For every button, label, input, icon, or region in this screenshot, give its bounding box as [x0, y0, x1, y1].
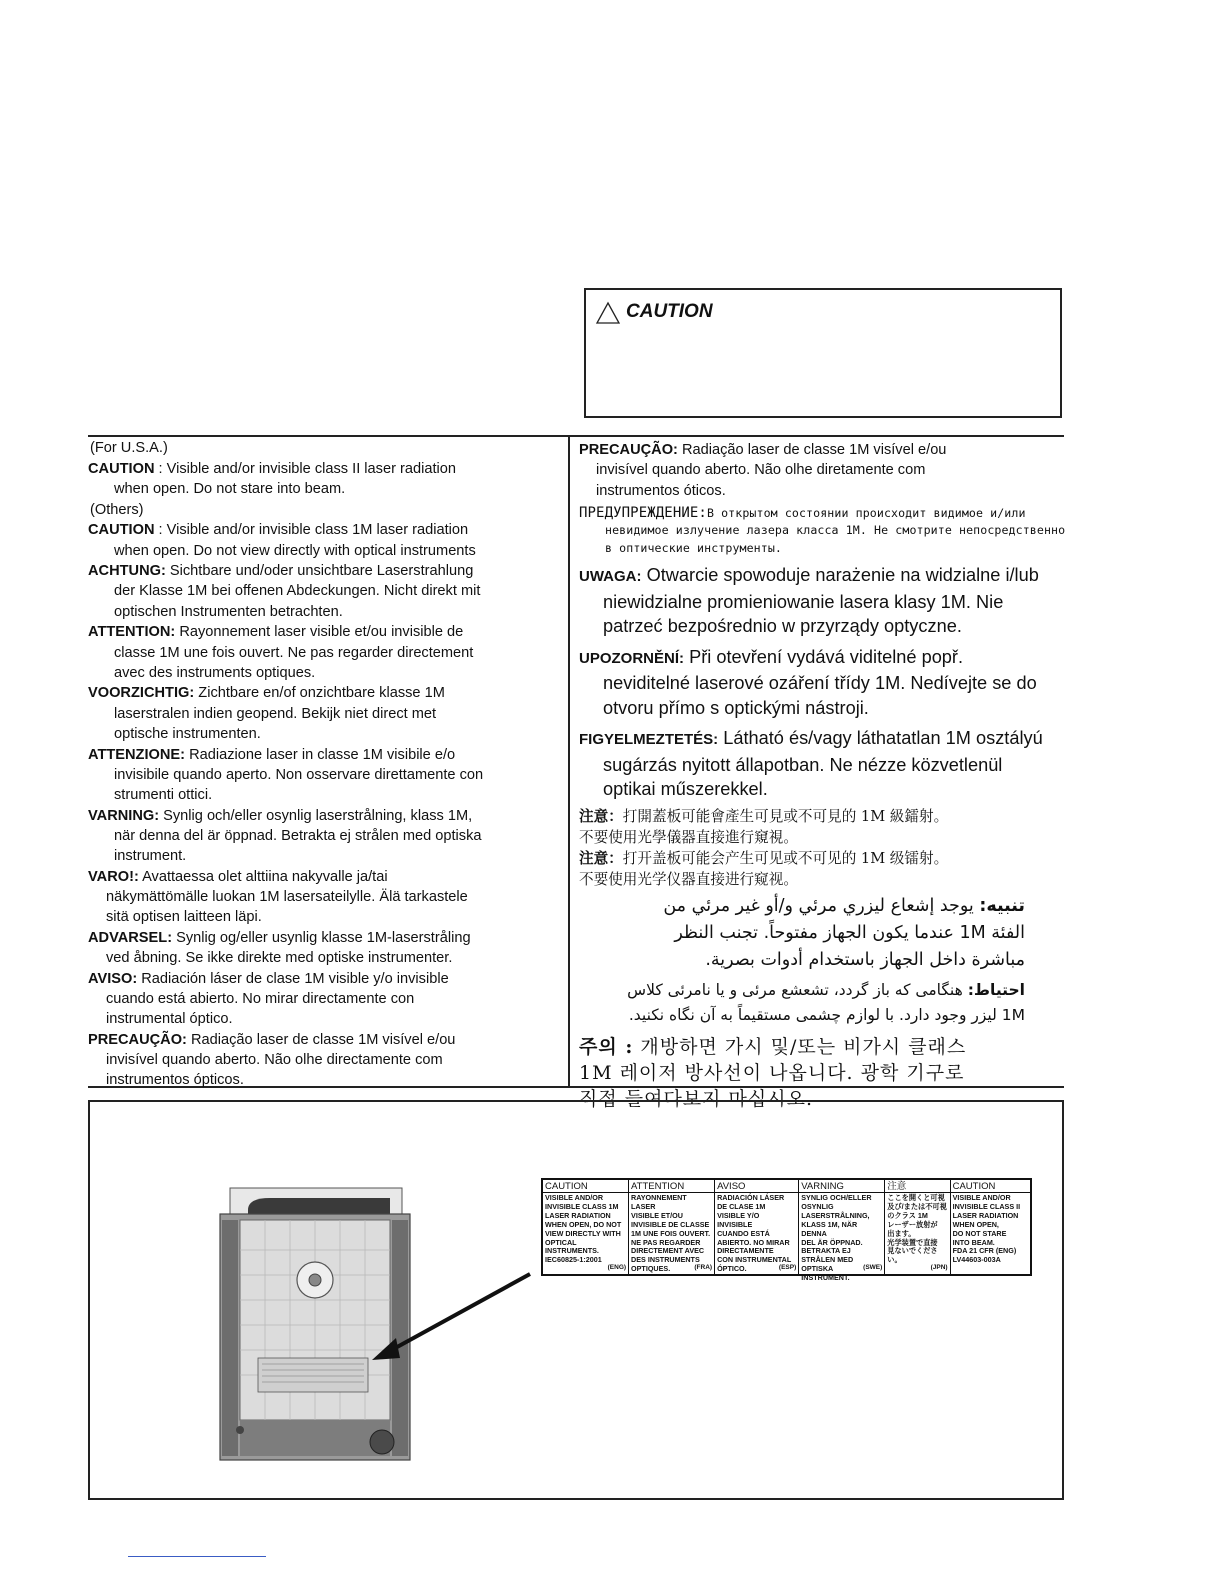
- label-cell-title: CAUTION: [951, 1181, 1030, 1193]
- warning-fa: احتياط: هنگامی که باز گردد، تشعشع مرئی و یا نامرئی کلاس 1M لیزر وجود دارد. با لوازم چشمی مستقیماً به آن نگاه نکنید.: [627, 980, 1025, 1024]
- left-warning-5: [88, 622, 556, 683]
- warning-heading: CAUTION: [88, 522, 155, 539]
- warning-line: Visible and/or invisible class 1M laser radiation: [166, 522, 469, 539]
- warning-heading: VARO!:: [88, 868, 139, 885]
- caution-box: [584, 288, 1062, 418]
- left-warning-7: [88, 745, 556, 806]
- warning-line: Zichtbare en/of onzichtbare klasse 1M: [198, 685, 445, 702]
- warning-line: instrumentos ópticos.: [106, 1072, 244, 1089]
- label-cell-body: SYNLIG OCH/ELLER OSYNLIG LASERSTRÅLNING, KLASS 1M, NÄR DENNA DEL ÄR ÖPPNAD. BETRAKTA EJ STRÅLEN MED OPTISKA INSTRUMENT.: [801, 1193, 872, 1283]
- label-cell-1: [629, 1180, 715, 1274]
- right-warning-column: [579, 440, 1067, 1112]
- left-warning-8: [88, 806, 556, 867]
- warning-line: Radiazione laser in classe 1M visibile e/o: [189, 746, 456, 763]
- region-label: (For U.S.A.): [90, 440, 168, 456]
- warning-line: invisibile quando aperto. Non osservare direttamente con: [114, 766, 484, 783]
- warning-line: instrument.: [114, 848, 187, 865]
- label-cell-title: VARNING: [799, 1181, 884, 1193]
- warning-line: Rayonnement laser visible et/ou invisible de: [179, 624, 464, 641]
- left-warning-column: [88, 438, 556, 1091]
- warning-heading: VOORZICHTIG:: [88, 685, 195, 702]
- label-cell-title: AVISO: [715, 1181, 798, 1193]
- footer-link-underline: [128, 1556, 266, 1557]
- warning-line: Synlig och/eller osynlig laserstrålning, klass 1M,: [163, 807, 473, 824]
- label-cell-language-code: (ENG): [607, 1264, 627, 1272]
- warning-line: classe 1M une fois ouvert. Ne pas regarder directement: [114, 644, 474, 661]
- warning-line: when open. Do not view directly with optical instruments: [114, 542, 476, 559]
- label-cell-language-code: (ESP): [778, 1264, 797, 1272]
- warning-heading: ATTENTION:: [88, 624, 176, 641]
- warning-line: laserstralen indien geopend. Bekijk niet direct met: [114, 705, 437, 722]
- warning-heading: AVISO:: [88, 970, 138, 987]
- warning-pl: UWAGA: Otwarcie spowoduje narażenie na widzialne i/lub niewidzialne promieniowanie lasera klasy 1M. Nie patrzeć bezpośrednio w przyrządy optyczne.: [579, 565, 1039, 637]
- warning-heading: ACHTUNG:: [88, 563, 166, 580]
- warning-line: optische instrumenten.: [114, 725, 261, 742]
- laser-warning-label: [541, 1178, 1032, 1283]
- warning-line: invisível quando aberto. Não olhe directamente com: [106, 1052, 443, 1069]
- column-divider: [568, 435, 570, 1088]
- warning-line: näkymättömälle luokan 1M lasersateilylle. Älä tarkastele: [106, 888, 468, 905]
- region-label: (Others): [90, 501, 144, 518]
- left-warning-2: [88, 500, 556, 520]
- warning-ru: ПРЕДУПРЕЖДЕНИЕ:В открытом состоянии происходит видимое и/или невидимое излучение лазера класса 1М. Не смотрите непосредственно в оптические инструменты.: [579, 504, 1066, 555]
- warning-line: sitä optisen laitteen läpi.: [106, 909, 262, 926]
- warning-triangle-icon: [596, 301, 620, 325]
- warning-ko: 주의 : 개방하면 가시 및/또는 비가시 클래스 1M 레이저 방사선이 나옵니다. 광학 기구로 직접 들여다보지 마십시오.: [579, 1035, 967, 1110]
- label-cell-title: 注意: [885, 1181, 949, 1193]
- label-cell-0: [543, 1180, 629, 1274]
- warning-heading: VARNING:: [88, 807, 160, 824]
- left-warning-9: [88, 867, 556, 928]
- warning-heading: ATTENZIONE:: [88, 746, 186, 763]
- left-warning-10: [88, 928, 556, 968]
- warning-pt-br: PRECAUÇÃO: Radiação laser de classe 1M visível e/ou invisível quando aberto. Não olhe diretamente com instrumentos óticos.: [579, 442, 947, 499]
- label-cell-body: RADIACIÓN LÁSER DE CLASE 1M VISIBLE Y/O INVISIBLE CUANDO ESTÁ ABIERTO. NO MIRAR DIRECTAMENTE CON INSTRUMENTAL ÓPTICO.: [717, 1193, 792, 1274]
- left-warning-3: CAUTION : Visible and/or invisible class 1M laser radiation when open. Do not view directly with optical instruments: [88, 520, 556, 560]
- left-warning-6: [88, 683, 556, 744]
- warning-line: optischen Instrumenten betrachten.: [114, 603, 343, 620]
- warning-heading: ADVARSEL:: [88, 929, 173, 946]
- warning-line: Avattaessa olet alttiina nakyvalle ja/tai: [142, 868, 388, 885]
- warning-line: Visible and/or invisible class II laser radiation: [166, 460, 456, 477]
- warning-heading: CAUTION: [88, 460, 155, 477]
- label-cell-language-code: (FRA): [694, 1264, 713, 1272]
- warning-line: ved åbning. Se ikke direkte med optiske instrumenter.: [106, 950, 453, 967]
- label-cell-title: ATTENTION: [629, 1181, 714, 1193]
- label-cell-language-code: (SWE): [863, 1264, 883, 1272]
- warning-ar: تنبيه: يوجد إشعاع ليزري مرئي و/أو غير مرئي من الفئة 1M عندما يكون الجهاز مفتوحاً. تجنب النظر مباشرة داخل الجهاز باستخدام أدوات بصرية.: [663, 895, 1025, 970]
- warning-zh-cn: 注意：打开盖板可能会产生可见或不可见的 1M 级镭射。 不要使用光学仪器直接进行窥视。: [579, 849, 949, 888]
- warning-line: Radiação laser de classe 1M visível e/ou: [190, 1031, 456, 1048]
- warning-cs: UPOZORNĚNÍ: Při otevření vydává viditelné popř. neviditelné laserové ozáření třídy 1M. Nedívejte se do otvoru přímo s optickými nástroji.: [579, 646, 1037, 718]
- left-warning-4: [88, 561, 556, 622]
- label-cell-body: RAYONNEMENT LASER VISIBLE ET/OU INVISIBLE DE CLASSE 1M UNE FOIS OUVERT. NE PAS REGARDER DIRECTEMENT AVEC DES INSTRUMENTS OPTIQUES.: [631, 1193, 711, 1274]
- label-cell-2: [715, 1180, 799, 1274]
- label-cell-body: VISIBLE AND/OR INVISIBLE CLASS 1M LASER RADIATION WHEN OPEN, DO NOT VIEW DIRECTLY WITH OPTICAL INSTRUMENTS. IEC60825-1:2001: [545, 1193, 622, 1265]
- label-cell-body: VISIBLE AND/OR INVISIBLE CLASS II LASER RADIATION WHEN OPEN, DO NOT STARE INTO BEAM. FDA 21 CFR (ENG) LV44603-003A: [952, 1193, 1021, 1265]
- label-cell-4: [885, 1180, 950, 1274]
- label-cell-5: [951, 1180, 1030, 1274]
- caution-box-title: CAUTION: [626, 301, 713, 322]
- warning-hu: FIGYELMEZTETÉS: Látható és/vagy láthatatlan 1M osztályú sugárzás nyitott állapotban. Ne nézze közvetlenül optikai műszerekkel.: [579, 728, 1043, 800]
- warning-zh-tw: 注意：打開蓋板可能會產生可見或不可見的 1M 級鐳射。 不要使用光學儀器直接進行窺視。: [579, 807, 949, 846]
- warning-heading: PRECAUÇÃO:: [88, 1031, 187, 1048]
- left-warning-12: [88, 1030, 556, 1091]
- left-warning-11: [88, 969, 556, 1030]
- dvd-drive-illustration: [200, 1180, 540, 1470]
- label-cell-title: CAUTION: [543, 1181, 628, 1193]
- warning-line: Sichtbare und/oder unsichtbare Laserstrahlung: [169, 563, 474, 580]
- label-cell-language-code: (JPN): [930, 1264, 948, 1272]
- warning-line: Synlig og/eller usynlig klasse 1M-laserstråling: [176, 929, 471, 946]
- warning-line: instrumental óptico.: [106, 1011, 233, 1028]
- warning-line: der Klasse 1M bei offenen Abdeckungen. Nicht direkt mit: [114, 583, 481, 600]
- warning-line: när denna del är öppnad. Betrakta ej strålen med optiska: [114, 827, 482, 844]
- warning-line: Radiación láser de clase 1M visible y/o invisible: [141, 970, 449, 987]
- warning-line: cuando está abierto. No mirar directamente con: [106, 990, 415, 1007]
- left-warning-0: [88, 438, 556, 458]
- warning-line: strumenti ottici.: [114, 786, 213, 803]
- left-warning-1: CAUTION : Visible and/or invisible class II laser radiation when open. Do not stare into beam.: [88, 459, 556, 499]
- label-cell-body: ここを開くと可視 及び/または不可視 のクラス 1M レーザー放射が 出ます。 光学装置で直接 見ないでください。: [887, 1193, 947, 1265]
- warning-line: when open. Do not stare into beam.: [114, 480, 346, 497]
- label-cell-3: [799, 1180, 885, 1283]
- table-top-rule: [88, 435, 1064, 437]
- warning-line: avec des instruments optiques.: [114, 664, 316, 681]
